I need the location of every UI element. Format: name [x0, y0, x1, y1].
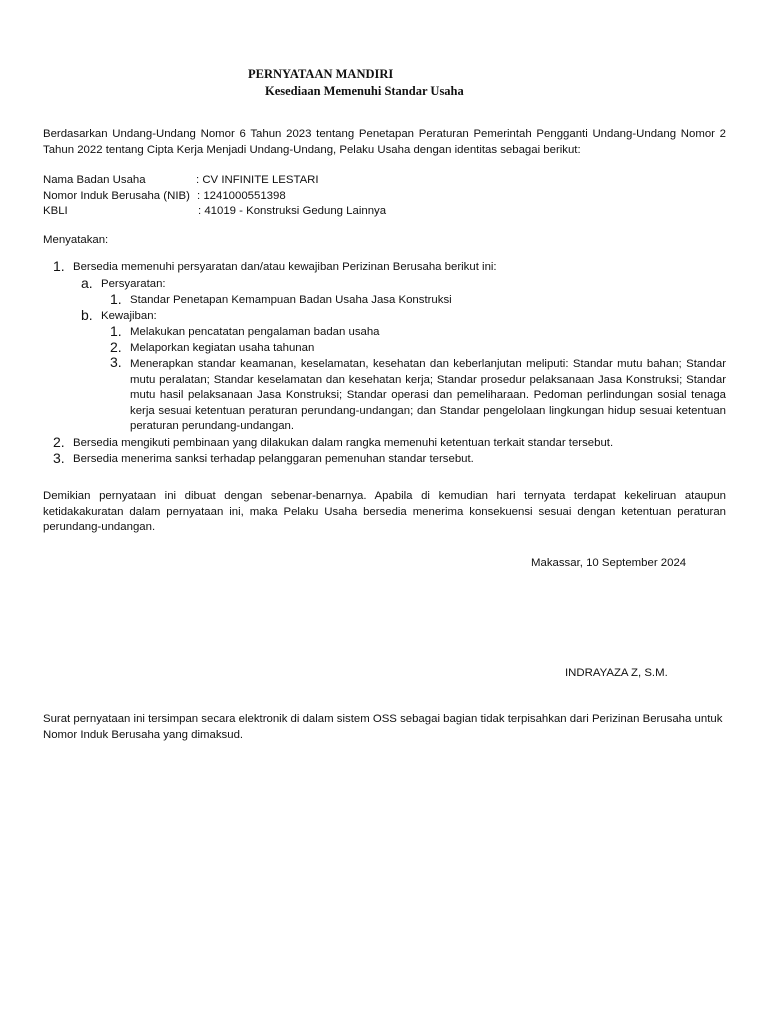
list-text: Melakukan pencatatan pengalaman badan usaha	[130, 326, 380, 338]
list-text: Melaporkan kegiatan usaha tahunan	[130, 342, 315, 354]
declares-label: Menyatakan:	[43, 234, 109, 246]
list-number: 1.	[110, 323, 122, 339]
list-item	[43, 355, 726, 435]
list-number: 3.	[53, 449, 65, 466]
list-item	[43, 340, 726, 356]
identity-table	[43, 173, 726, 220]
list-number: 1.	[53, 258, 65, 274]
list-text: Menerapkan standar keamanan, keselamatan, kesehatan dan keberlanjutan meliputi: Standar mutu bahan; Standar mutu peralatan; Standar keselamatan dan kesehatan kerja; Standar prosedur pelaksanaan Jasa Konstruksi; Standar mutu hasil pelaksanaan Jasa Konstruksi; Standar operasi dan pemeliharaan. Pedoman perlindungan sosial tenaga kerja sesuai ketentuan peraturan perundang-undangan; dan Standar pengelolaan lingkungan hidup sesuai ketentuan peraturan perundang-undangan.	[130, 358, 726, 432]
declaration-list	[43, 259, 726, 467]
identity-label: Nomor Induk Berusaha (NIB)	[43, 189, 190, 202]
list-text: Standar Penetapan Kemampuan Badan Usaha Jasa Konstruksi	[130, 294, 452, 306]
list-letter: b.	[81, 307, 93, 323]
list-text: Persyaratan:	[101, 278, 166, 290]
list-number: 1.	[110, 291, 122, 307]
list-letter: a.	[81, 275, 93, 291]
document-subtitle: Kesediaan Memenuhi Standar Usaha	[265, 84, 464, 98]
list-item	[43, 451, 726, 467]
identity-value: : CV INFINITE LESTARI	[196, 174, 319, 186]
list-item	[43, 276, 726, 292]
list-text: Bersedia mengikuti pembinaan yang dilakukan dalam rangka memenuhi ketentuan terkait standar tersebut.	[73, 436, 614, 449]
identity-label: Nama Badan Usaha	[43, 174, 146, 186]
list-number: 2.	[53, 433, 65, 450]
list-item	[43, 259, 726, 276]
identity-row-company-name	[43, 173, 726, 189]
list-number: 2.	[110, 339, 122, 355]
list-text: Kewajiban:	[101, 310, 157, 322]
identity-value: : 1241000551398	[197, 189, 286, 202]
document-title: PERNYATAAN MANDIRI	[248, 67, 394, 81]
identity-value: : 41019 - Konstruksi Gedung Lainnya	[198, 205, 387, 217]
list-item	[43, 435, 726, 451]
list-text: Bersedia menerima sanksi terhadap pelanggaran pemenuhan standar tersebut.	[73, 452, 474, 465]
list-item	[43, 308, 726, 324]
closing-paragraph: Demikian pernyataan ini dibuat dengan sebenar-benarnya. Apabila di kemudian hari ternyata terdapat kekeliruan ataupun ketidakakuratan dalam pernyataan ini, maka Pelaku Usaha bersedia menerima konsekuensi sesuai dengan ketentuan peraturan perundang-undangan.	[43, 490, 726, 533]
identity-row-nib	[43, 189, 726, 205]
identity-row-kbli	[43, 204, 726, 220]
list-number: 3.	[110, 354, 122, 370]
list-item	[43, 324, 726, 340]
list-item	[43, 292, 726, 308]
intro-paragraph: Berdasarkan Undang-Undang Nomor 6 Tahun 2023 tentang Penetapan Peraturan Pemerintah Pengganti Undang-Undang Nomor 2 Tahun 2022 tentang Cipta Kerja Menjadi Undang-Undang, Pelaku Usaha dengan identitas sebagai berikut:	[43, 128, 726, 156]
identity-label: KBLI	[43, 205, 68, 217]
list-text: Bersedia memenuhi persyaratan dan/atau kewajiban Perizinan Berusaha berikut ini:	[73, 261, 497, 273]
place-date: Makassar, 10 September 2024	[531, 557, 687, 569]
signer-name: INDRAYAZA Z, S.M.	[565, 667, 668, 679]
footnote-paragraph: Surat pernyataan ini tersimpan secara elektronik di dalam sistem OSS sebagai bagian tidak terpisahkan dari Perizinan Berusaha untuk Nomor Induk Berusaha yang dimaksud.	[43, 713, 723, 741]
